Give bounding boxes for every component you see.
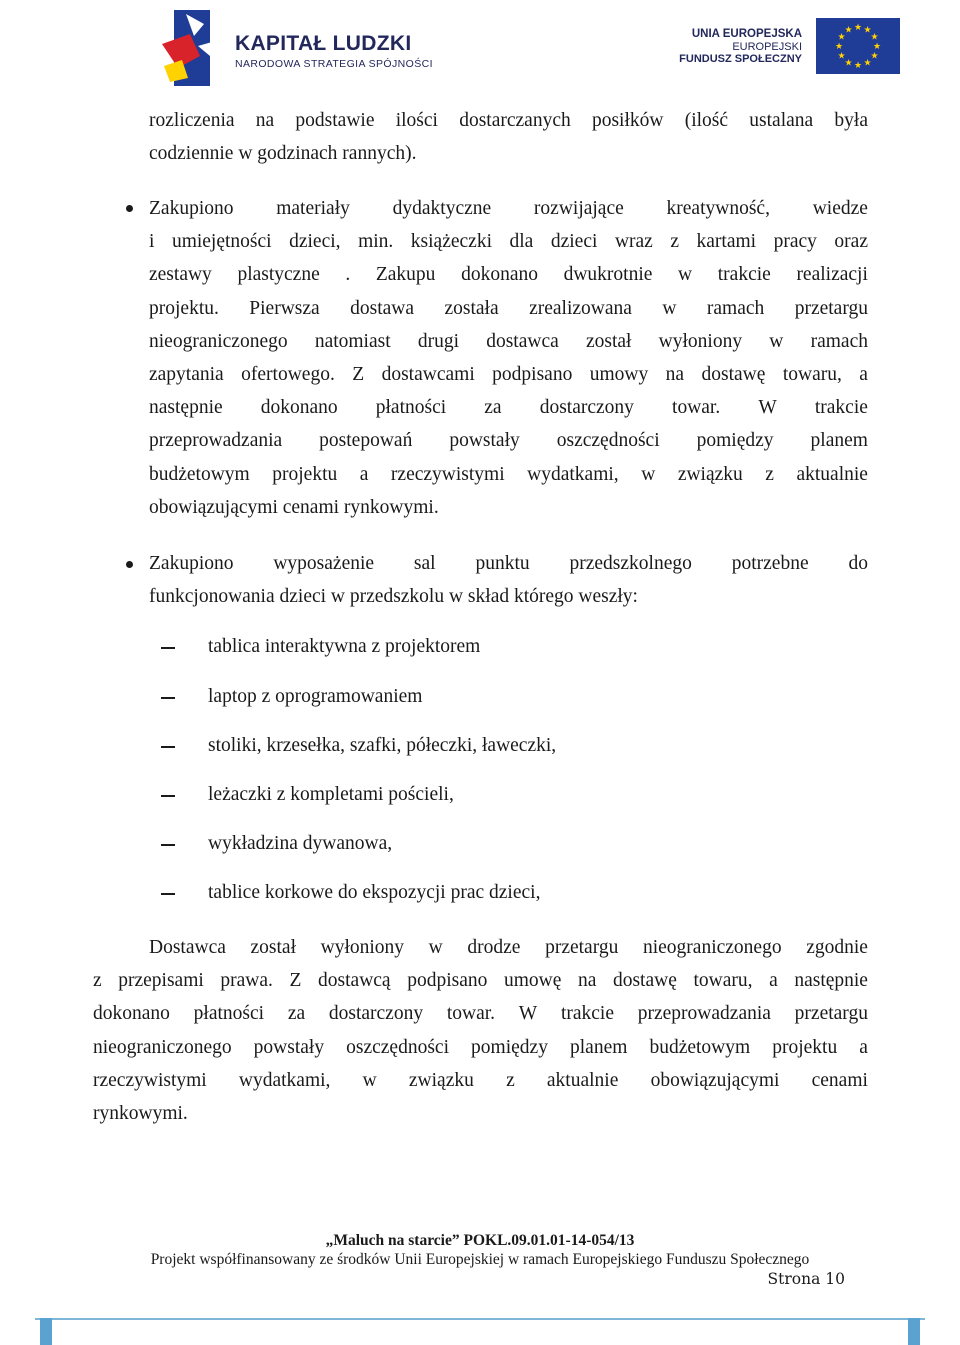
word: kreatywność, xyxy=(666,198,770,219)
word: wydatkami, xyxy=(238,1069,331,1091)
word: min. xyxy=(358,231,394,253)
text-line xyxy=(149,225,868,258)
list-item: tablice korkowe do ekspozycji prac dzieci, xyxy=(208,882,541,903)
word: aktualnie xyxy=(546,1069,619,1091)
svg-text:★: ★ xyxy=(870,32,879,43)
word: umiejętności xyxy=(171,231,272,253)
word: budżetowym xyxy=(649,1036,751,1058)
svg-text:★: ★ xyxy=(853,61,863,71)
word: zrealizowana xyxy=(529,297,632,319)
bullet-icon xyxy=(126,561,133,568)
word: prawa. xyxy=(220,970,273,992)
word: w xyxy=(428,937,443,958)
word: a xyxy=(769,970,778,992)
word: cenami xyxy=(811,1069,868,1091)
word: posiłków xyxy=(591,110,664,131)
word: wydatkami, xyxy=(527,463,619,485)
svg-text:★: ★ xyxy=(834,42,844,52)
footer-bar-right xyxy=(908,1318,920,1345)
word: z xyxy=(765,463,774,485)
word: dokonano xyxy=(260,397,338,419)
word: w xyxy=(769,330,784,352)
word: projektu xyxy=(772,1036,838,1058)
dash-icon xyxy=(161,844,175,846)
word: ofertowego. xyxy=(241,363,335,385)
word: wiedze xyxy=(812,198,868,219)
word: związku xyxy=(677,463,743,485)
text-line: codziennie w godzinach rannych). xyxy=(149,143,417,165)
word: dostarczanych xyxy=(459,110,571,131)
word: za xyxy=(287,1003,306,1025)
list-item: leżaczki z kompletami pościeli, xyxy=(208,784,454,805)
dash-icon xyxy=(161,893,175,895)
word: a xyxy=(859,363,868,385)
word: plastyczne xyxy=(237,264,320,286)
word: przedszkolnego xyxy=(569,553,692,574)
text-line: obowiązującymi cenami rynkowymi. xyxy=(149,496,439,518)
page-header xyxy=(0,0,960,90)
word: w xyxy=(362,1069,377,1091)
list-item: laptop z oprogramowaniem xyxy=(208,686,423,707)
word: (ilość xyxy=(684,110,729,131)
word: na xyxy=(665,363,685,385)
text-line xyxy=(149,192,868,225)
word: drodze xyxy=(467,937,521,958)
word: podpisano xyxy=(407,970,488,992)
word: ramach xyxy=(706,297,765,319)
word: podstawie xyxy=(295,110,375,131)
word: W xyxy=(518,1003,538,1025)
text-line xyxy=(149,292,868,325)
svg-text:★: ★ xyxy=(863,58,872,69)
word: dzieci, xyxy=(289,231,341,253)
word: ilości xyxy=(395,110,438,131)
word: został xyxy=(585,330,632,352)
word: trakcie xyxy=(560,1003,614,1025)
word: do xyxy=(848,553,868,574)
text-line xyxy=(93,964,868,997)
svg-text:★: ★ xyxy=(844,25,853,36)
word: . xyxy=(345,264,351,286)
word: aktualnie xyxy=(796,463,868,485)
word: realizacji xyxy=(796,264,868,286)
word: rozliczenia xyxy=(149,110,235,131)
word: punktu xyxy=(475,553,530,574)
word: przepisami xyxy=(118,970,204,992)
word: przeprowadzania xyxy=(637,1003,771,1025)
word: następnie xyxy=(794,970,868,992)
footer-cofinance-note: Projekt współfinansowany ze środków Unii Europejskiej w ramach Europejskiego Funduszu Społecznego xyxy=(150,1251,810,1268)
word: towar. xyxy=(446,1003,496,1025)
word: nieograniczonego xyxy=(149,330,288,352)
word: płatności xyxy=(375,397,447,419)
word: towaru, xyxy=(782,363,842,385)
word: w xyxy=(641,463,656,485)
text-line: funkcjonowania dzieci w przedszkolu w skład którego weszły: xyxy=(149,586,638,608)
paragraph-continuation xyxy=(149,104,868,170)
word: była xyxy=(834,110,868,131)
word: umowę xyxy=(503,970,562,992)
word: została xyxy=(444,297,499,319)
logo-title: KAPITAŁ LUDZKI xyxy=(235,32,412,55)
word: ustalana xyxy=(749,110,814,131)
word: zestawy xyxy=(149,264,212,286)
svg-text:★: ★ xyxy=(872,42,882,52)
word: budżetowym xyxy=(149,463,250,485)
word: dostawę xyxy=(612,970,677,992)
word: powstały xyxy=(253,1036,325,1058)
word: dostawca xyxy=(486,330,559,352)
word: i xyxy=(149,231,155,253)
svg-text:★: ★ xyxy=(837,51,846,62)
word: Z xyxy=(289,970,302,992)
word: w xyxy=(678,264,693,286)
word: postepowań xyxy=(319,430,413,452)
word: dostawa xyxy=(350,297,415,319)
bullet-icon xyxy=(126,205,133,212)
list-item: tablica interaktywna z projektorem xyxy=(208,636,481,657)
word: dzieci xyxy=(550,231,598,253)
word: rozwijające xyxy=(533,198,624,219)
word: dokonano xyxy=(461,264,538,286)
word: dokonano xyxy=(93,1003,170,1025)
text-line xyxy=(149,104,868,137)
word: W xyxy=(758,397,777,419)
word: projektu xyxy=(272,463,338,485)
list-item: stoliki, krzesełka, szafki, półeczki, ławeczki, xyxy=(208,735,557,756)
kapital-ludzki-emblem xyxy=(160,6,230,86)
word: trakcie xyxy=(717,264,771,286)
text-line xyxy=(149,547,868,580)
word: przetargu xyxy=(545,937,619,958)
eu-line-2: EUROPEJSKI xyxy=(732,40,802,53)
svg-text:★: ★ xyxy=(863,25,872,36)
word: z xyxy=(506,1069,515,1091)
word: trakcie xyxy=(814,397,868,419)
word: dostawcami xyxy=(381,363,475,385)
word: drugi xyxy=(417,330,460,352)
word: Z xyxy=(352,363,365,385)
word: Zakupu xyxy=(375,264,436,286)
word: projektu. xyxy=(149,297,219,319)
word: podpisano xyxy=(492,363,573,385)
word: planem xyxy=(570,1036,628,1058)
dash-icon xyxy=(161,697,175,699)
text-line xyxy=(93,997,868,1030)
word: sal xyxy=(413,553,436,574)
word: przetargu xyxy=(794,297,868,319)
dash-icon xyxy=(161,746,175,748)
footer-divider xyxy=(35,1318,925,1320)
word: powstały xyxy=(449,430,520,452)
text-line xyxy=(149,358,868,391)
word: a xyxy=(359,463,369,485)
svg-text:★: ★ xyxy=(837,32,846,43)
word: zapytania xyxy=(149,363,224,385)
word: wyposażenie xyxy=(273,553,375,574)
text-line xyxy=(149,258,868,291)
page-number: Strona 10 xyxy=(767,1270,845,1288)
word: dydaktyczne xyxy=(392,198,492,219)
word: dostarczony xyxy=(539,397,634,419)
word: na xyxy=(577,970,597,992)
word: z xyxy=(93,970,102,992)
word: a xyxy=(859,1036,868,1058)
dash-icon xyxy=(161,647,175,649)
word: został xyxy=(250,937,296,958)
word: za xyxy=(484,397,502,419)
word: wyłoniony xyxy=(320,937,405,958)
word: ramach xyxy=(810,330,868,352)
footer-project-title: „Maluch na starcie” POKL.09.01.01-14-054/13 xyxy=(325,1232,635,1249)
word: rzeczywistymi xyxy=(390,463,505,485)
word: pomiędzy xyxy=(471,1036,548,1058)
text-line xyxy=(93,931,868,964)
word: umowy xyxy=(589,363,649,385)
bullet-item-materials xyxy=(149,192,868,524)
word: oszczędności xyxy=(556,430,660,452)
word: przetargu xyxy=(794,1003,868,1025)
word: towaru, xyxy=(693,970,753,992)
svg-text:★: ★ xyxy=(853,23,863,33)
word: Zakupiono xyxy=(149,553,234,574)
word: dostarczony xyxy=(328,1003,424,1025)
word: następnie xyxy=(149,397,223,419)
text-line xyxy=(93,1064,868,1097)
word: obowiązującymi xyxy=(650,1069,780,1091)
word: dla xyxy=(509,231,534,253)
word: rzeczywistymi xyxy=(93,1069,207,1091)
word: natomiast xyxy=(314,330,391,352)
word: Zakupiono xyxy=(149,198,234,219)
eu-line-1: UNIA EUROPEJSKA xyxy=(691,28,802,40)
list-item: wykładzina dywanowa, xyxy=(208,833,393,854)
word: materiały xyxy=(276,198,350,219)
word: oraz xyxy=(834,231,868,253)
word: kartami xyxy=(696,231,757,253)
eu-logo xyxy=(660,16,900,76)
text-line xyxy=(93,1031,868,1064)
word: wraz xyxy=(614,231,653,253)
logo-subtitle: NARODOWA STRATEGIA SPÓJNOŚCI xyxy=(235,58,433,70)
word: z xyxy=(670,231,679,253)
word: towar. xyxy=(672,397,721,419)
word: związku xyxy=(408,1069,474,1091)
word: Dostawca xyxy=(149,937,226,958)
svg-text:★: ★ xyxy=(844,58,853,69)
eu-logo-text xyxy=(679,28,802,66)
word: płatności xyxy=(193,1003,265,1025)
text-line xyxy=(149,458,868,491)
kapital-ludzki-logo xyxy=(160,6,433,86)
text-line xyxy=(149,325,868,358)
word: nieograniczonego xyxy=(93,1036,232,1058)
word: pomiędzy xyxy=(696,430,774,452)
word: dostawcą xyxy=(318,970,391,992)
word: zgodnie xyxy=(806,937,868,958)
word: nieograniczonego xyxy=(642,937,782,958)
word: potrzebne xyxy=(731,553,809,574)
summary-paragraph xyxy=(93,931,868,1130)
word: na xyxy=(255,110,275,131)
word: Pierwsza xyxy=(249,297,320,319)
footer-bar-left xyxy=(40,1318,52,1345)
eu-flag-icon xyxy=(816,18,900,74)
bullet-item-equipment xyxy=(149,547,868,613)
eu-line-3: FUNDUSZ SPOŁECZNY xyxy=(679,53,802,65)
text-line xyxy=(149,424,868,457)
word: w xyxy=(662,297,677,319)
text-line xyxy=(149,391,868,424)
word: pracy xyxy=(773,231,817,253)
svg-text:★: ★ xyxy=(870,51,879,62)
dash-icon xyxy=(161,795,175,797)
word: oszczędności xyxy=(346,1036,449,1058)
word: dostawę xyxy=(701,363,766,385)
text-line: rynkowymi. xyxy=(93,1102,188,1124)
word: planem xyxy=(810,430,868,452)
word: dwukrotnie xyxy=(563,264,653,286)
word: wyłoniony xyxy=(658,330,743,352)
word: przeprowadzania xyxy=(149,430,283,452)
word: książeczki xyxy=(410,231,492,253)
